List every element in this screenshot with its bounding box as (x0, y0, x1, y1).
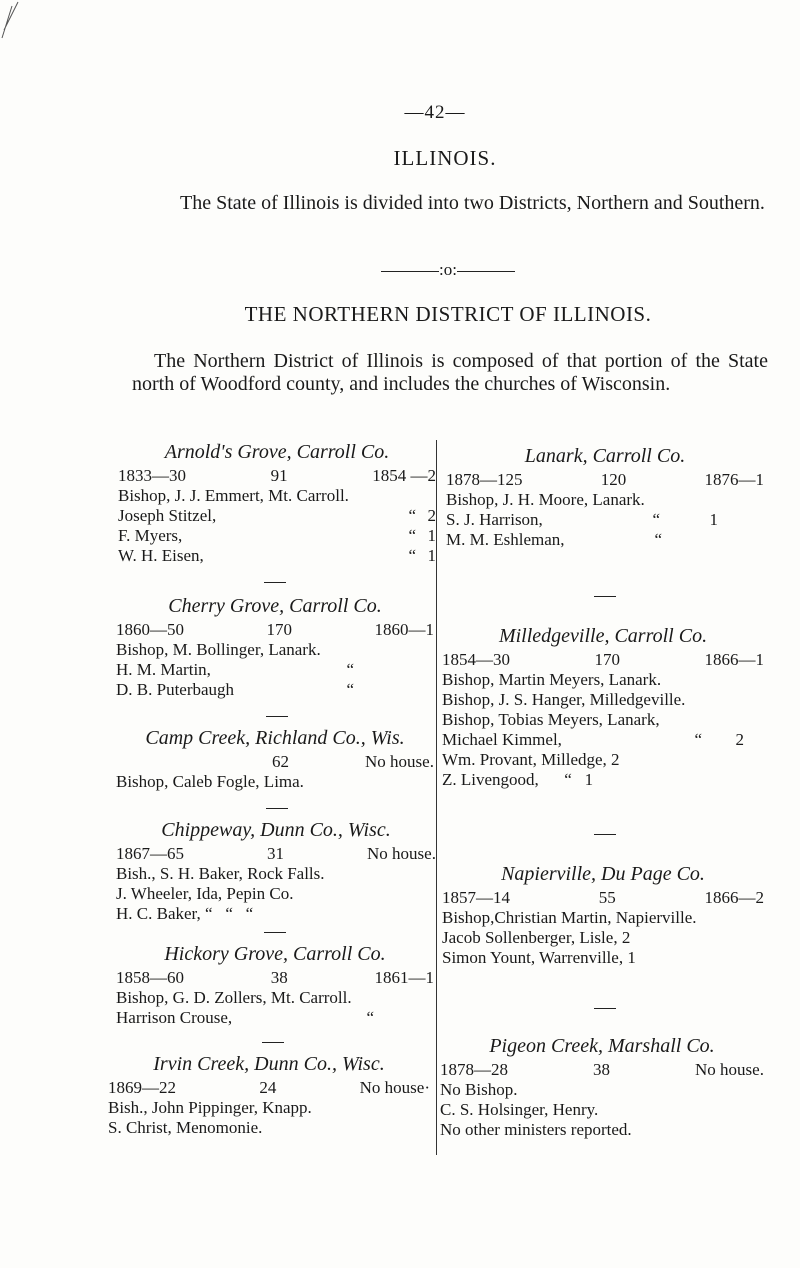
church-stats: 1867—65 31 No house. (116, 844, 436, 863)
minister-line: Bishop, J. H. Moore, Lanark. (446, 490, 645, 509)
church-name: Hickory Grove, Carroll Co. (164, 943, 386, 965)
minister-line: S. J. Harrison, “ 1 (446, 510, 718, 529)
minister-line: C. S. Holsinger, Henry. (440, 1100, 599, 1119)
church-entry (440, 1034, 764, 1140)
church-stats: 62 No house. (272, 752, 434, 771)
church-stats: 1857—14 55 1866—2 (442, 888, 764, 907)
church-entry (108, 1052, 430, 1138)
pencil-mark-icon (0, 0, 22, 40)
minister-line: S. Christ, Menomonie. (108, 1118, 263, 1137)
minister-line: No other ministers reported. (440, 1120, 632, 1139)
district-paragraph: The Northern District of Illinois is composed of that portion of the State north of Woodford county, and includes the churches of Wisconsin. (132, 350, 768, 395)
state-title: ILLINOIS. (393, 146, 497, 170)
entry-separator (264, 582, 286, 583)
church-name: Pigeon Creek, Marshall Co. (489, 1035, 715, 1057)
minister-line: No Bishop. (440, 1080, 518, 1099)
minister-line: Bishop, J. S. Hanger, Milledgeville. (442, 690, 686, 709)
entry-separator (264, 932, 286, 933)
minister-line: Michael Kimmel, “ 2 (442, 730, 744, 749)
minister-line: Bish., S. H. Baker, Rock Falls. (116, 864, 325, 883)
minister-line: F. Myers, “ 1 (118, 526, 436, 545)
church-entry (442, 624, 764, 790)
minister-line: Bishop,Christian Martin, Napierville. (442, 908, 697, 927)
church-name: Lanark, Carroll Co. (524, 445, 686, 467)
church-name: Cherry Grove, Carroll Co. (168, 595, 382, 617)
minister-line: Bishop, Caleb Fogle, Lima. (116, 772, 304, 791)
minister-line: Bishop, G. D. Zollers, Mt. Carroll. (116, 988, 352, 1007)
minister-line: Z. Livengood, “ 1 (442, 770, 594, 789)
church-entry (446, 444, 764, 550)
minister-line: Bishop, Tobias Meyers, Lanark, (442, 710, 660, 729)
church-stats: 1869—22 24 No house· (108, 1078, 430, 1097)
minister-line: W. H. Eisen, “ 1 (118, 546, 436, 565)
church-entry (116, 594, 434, 700)
minister-line: Wm. Provant, Milledge, 2 (442, 750, 620, 769)
divider-mark: :o: (439, 260, 457, 279)
intro-paragraph: The State of Illinois is divided into two Districts, Northern and Southern. (180, 192, 765, 214)
entry-separator (594, 834, 616, 835)
minister-line: Bishop, Martin Meyers, Lanark. (442, 670, 662, 689)
minister-line: Bish., John Pippinger, Knapp. (108, 1098, 312, 1117)
minister-line: Bishop, M. Bollinger, Lanark. (116, 640, 321, 659)
section-divider (368, 260, 528, 280)
minister-line: Bishop, J. J. Emmert, Mt. Carroll. (118, 486, 349, 505)
church-name: Irvin Creek, Dunn Co., Wisc. (153, 1053, 385, 1075)
entry-separator (266, 808, 288, 809)
minister-line: Simon Yount, Warrenville, 1 (442, 948, 636, 967)
church-stats: 1858—60 38 1861—1 (116, 968, 434, 987)
church-stats: 1878—28 38 No house. (440, 1060, 764, 1079)
church-stats: 1833—30 91 1854 —2 (118, 466, 436, 485)
minister-line: Harrison Crouse, “ (116, 1008, 374, 1027)
minister-line: M. M. Eshleman, “ (446, 530, 662, 549)
church-entry (442, 862, 764, 968)
church-entry (116, 942, 434, 1028)
district-title: THE NORTHERN DISTRICT OF ILLINOIS. (244, 302, 652, 326)
church-entry (118, 440, 436, 566)
church-stats: 1860—50 170 1860—1 (116, 620, 434, 639)
church-name: Milledgeville, Carroll Co. (498, 625, 708, 647)
entry-separator (594, 596, 616, 597)
minister-line: Jacob Sollenberger, Lisle, 2 (442, 928, 631, 947)
church-entry (116, 726, 434, 792)
church-name: Camp Creek, Richland Co., Wis. (145, 727, 405, 749)
page-number: —42— (404, 102, 466, 123)
minister-line: Joseph Stitzel, “ 2 (118, 506, 436, 525)
entry-separator (594, 1008, 616, 1009)
minister-line: H. M. Martin, “ (116, 660, 354, 679)
minister-line: H. C. Baker, “ “ “ (116, 904, 254, 923)
church-name: Napierville, Du Page Co. (501, 863, 705, 885)
church-stats: 1854—30 170 1866—1 (442, 650, 764, 669)
church-name: Chippeway, Dunn Co., Wisc. (161, 819, 391, 841)
church-entry (116, 818, 436, 924)
church-name: Arnold's Grove, Carroll Co. (164, 441, 390, 463)
church-stats: 1878—125 120 1876—1 (446, 470, 764, 489)
minister-line: J. Wheeler, Ida, Pepin Co. (116, 884, 294, 903)
entry-separator (266, 716, 288, 717)
entry-separator (262, 1042, 284, 1043)
column-divider (436, 440, 437, 1155)
minister-line: D. B. Puterbaugh “ (116, 680, 354, 699)
